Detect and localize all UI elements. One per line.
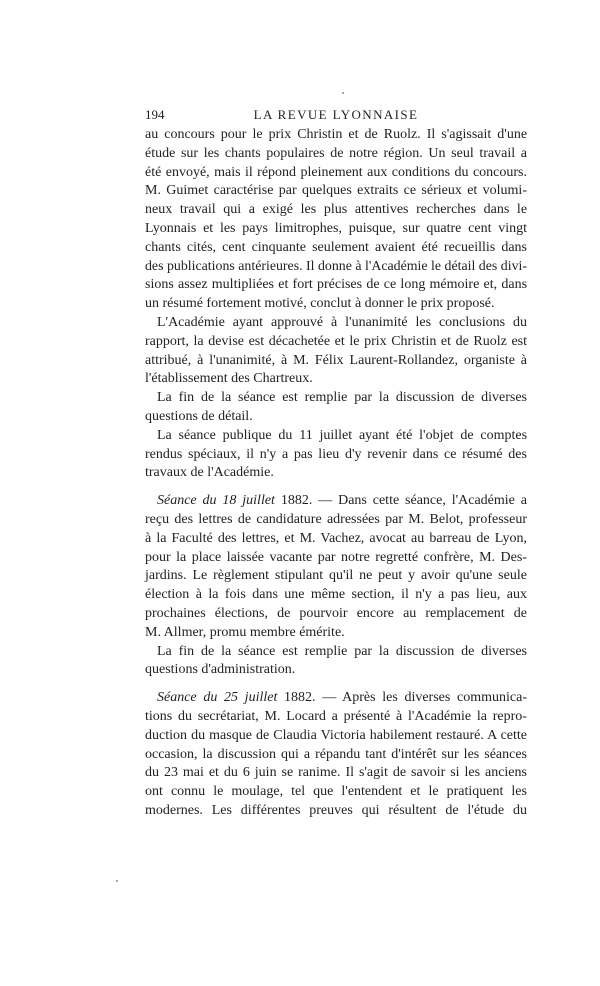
text-line-inner	[157, 689, 527, 708]
text-line-inner	[145, 220, 527, 239]
text-line	[145, 530, 527, 549]
text-line-inner	[145, 511, 527, 530]
text-line-inner	[145, 201, 527, 220]
text-line-content: Lyonnais et les pays limitrophes, puisque, sur quatre cent vingt	[145, 220, 527, 236]
text-line	[145, 689, 527, 708]
scan-speck	[116, 880, 118, 882]
text-line	[145, 126, 527, 145]
text-line-content: M. Allmer, promu membre émérite.	[145, 624, 345, 640]
text-line-content: été envoyé, mais il répond pleinement aux conditions du concours.	[145, 164, 527, 180]
text-line-inner	[145, 605, 527, 624]
text-line-inner	[145, 586, 527, 605]
text-line-content: 1882. — Dans cette séance, l'Académie a	[274, 493, 527, 509]
text-line	[145, 746, 527, 765]
text-line-inner	[145, 145, 527, 164]
text-line-inner	[145, 624, 345, 643]
text-line-content: l'établissement des Chartreux.	[145, 371, 313, 387]
page-header	[145, 106, 527, 124]
text-line-content: occasion, la discussion qui a répandu tant d'intérêt sur les séances	[145, 746, 528, 762]
text-line-inner	[145, 182, 527, 201]
text-line-inner	[145, 708, 527, 727]
text-block-seance-25-juillet	[145, 689, 527, 821]
text-line-inner	[145, 258, 527, 277]
text-line-inner	[145, 764, 527, 783]
text-line	[145, 295, 527, 314]
text-line-content: La séance publique du 11 juillet ayant été l'objet de comptes	[157, 427, 528, 443]
text-block-prize-report	[145, 126, 527, 483]
text-line-inner	[145, 549, 527, 568]
text-line-content: du 23 mai et du 6 juin se ranime. Il s'agit de savoir si les anciens	[145, 765, 527, 781]
text-line-content: modernes. Les différentes preuves qui résultent de l'étude du	[145, 802, 527, 818]
text-line-inner	[145, 370, 313, 389]
text-line-content: jardins. Le règlement stipulant qu'il ne peut y avoir qu'une seule	[145, 568, 527, 584]
text-line-content: un résumé fortement motivé, conclut à donner le prix proposé.	[145, 296, 495, 312]
text-line-content: sions assez multipliées et fort précises de ce long mémoire et, dans	[145, 277, 528, 293]
text-line-content: étude sur les chants populaires de notre région. Un seul travail a	[145, 145, 527, 161]
text-line-content: prochaines élections, de pourvoir encore au remplacement de	[145, 605, 527, 621]
text-line	[145, 182, 527, 201]
text-line	[145, 333, 527, 352]
text-line	[145, 567, 527, 586]
running-title: LA REVUE LYONNAISE	[253, 107, 419, 122]
text-line	[145, 164, 527, 183]
text-line-content: reçu des lettres de candidature adressées par M. Belot, professeur	[145, 511, 527, 527]
text-line	[145, 220, 527, 239]
text-line-content: M. Guimet caractérise par quelques extraits ce sérieux et volumi-	[145, 183, 527, 199]
text-line	[145, 239, 527, 258]
text-line-content: au concours pour le prix Christin et de Ruolz. Il s'agissait d'une	[145, 127, 528, 142]
text-line	[145, 408, 527, 427]
text-line-inner	[145, 164, 527, 183]
text-line-inner	[145, 295, 495, 314]
text-line	[145, 586, 527, 605]
text-line-content: neux travail qui a exigé les plus attentives recherches dans le	[145, 202, 528, 218]
text-line-content: attribué, à l'unanimité, à M. Félix Laurent-Rollandez, organiste à	[145, 352, 528, 368]
text-line	[145, 492, 527, 511]
text-line	[145, 389, 527, 408]
text-line-inner	[145, 333, 527, 352]
text-line-content: La fin de la séance est remplie par la discussion de diverses	[157, 643, 528, 659]
text-line-content: rendus spéciaux, il n'y a pas lieu d'y revenir dans ce résumé des	[145, 446, 527, 462]
text-line-inner	[157, 427, 527, 446]
text-line-inner	[145, 239, 527, 258]
text-line-content: à la Faculté des lettres, et M. Vachez, avocat au barreau de Lyon,	[145, 530, 528, 546]
text-line	[145, 802, 527, 821]
text-line-content: travaux de l'Académie.	[145, 465, 274, 481]
text-line-content: L'Académie ayant approuvé à l'unanimité les conclusions du	[157, 314, 528, 330]
text-line-inner	[145, 567, 527, 586]
text-line-inner	[145, 408, 253, 427]
text-line-inner	[145, 727, 527, 746]
text-line-content: duction du masque de Claudia Victoria habilement restauré. A cette	[145, 727, 528, 743]
session-date-italic: Séance du 18 juillet	[157, 493, 275, 509]
text-line-content: des publications antérieures. Il donne à l'Académie le détail des divi-	[145, 258, 527, 274]
text-line-inner	[145, 276, 527, 295]
text-line	[145, 370, 527, 389]
text-line	[145, 708, 527, 727]
text-line	[145, 511, 527, 530]
text-line	[145, 427, 527, 446]
text-line-inner	[157, 389, 527, 408]
page-body	[145, 126, 527, 821]
text-line	[145, 276, 527, 295]
text-line	[145, 624, 527, 643]
text-line-inner	[145, 126, 527, 145]
text-line	[145, 661, 527, 680]
text-line	[145, 643, 527, 662]
page-number: 194	[145, 107, 165, 122]
text-line-content: questions d'administration.	[145, 662, 296, 678]
text-line-inner	[157, 643, 527, 662]
text-line	[145, 764, 527, 783]
text-line-inner	[145, 802, 527, 821]
text-line-inner	[145, 352, 527, 371]
text-line-content: élection à la fois dans une même section, il n'y a pas lieu, aux	[145, 587, 527, 603]
text-line-inner	[157, 314, 527, 333]
text-line	[145, 201, 527, 220]
text-line-content: 1882. — Après les diverses communica-	[277, 690, 527, 706]
text-line-content: rapport, la devise est décachetée et le prix Christin et de Ruolz est	[145, 333, 528, 349]
text-line	[145, 727, 527, 746]
text-line-inner	[145, 661, 295, 680]
session-date-italic: Séance du 25 juillet	[157, 690, 278, 706]
text-line-inner	[145, 464, 274, 483]
text-line	[145, 549, 527, 568]
text-line	[145, 464, 527, 483]
text-line-inner	[145, 746, 527, 765]
text-line-content: pour la place laissée vacante par notre regretté confrère, M. Des-	[145, 549, 527, 565]
text-line-content: questions de détail.	[145, 408, 253, 424]
text-line	[145, 314, 527, 333]
text-line	[145, 145, 527, 164]
text-block-seance-18-juillet	[145, 492, 527, 680]
text-line-inner	[145, 530, 527, 549]
text-line-inner	[157, 492, 527, 511]
scan-speck	[342, 92, 344, 94]
text-line-inner	[145, 446, 527, 465]
text-line	[145, 605, 527, 624]
text-line-content: La fin de la séance est remplie par la discussion de diverses	[157, 390, 528, 406]
text-line	[145, 446, 527, 465]
text-line	[145, 258, 527, 277]
text-line-content: chants cités, cent cinquante seulement avaient été recueillis dans	[145, 239, 528, 255]
text-line-inner	[145, 783, 527, 802]
text-line-content: tions du secrétariat, M. Locard a présenté à l'Académie la repro-	[145, 708, 527, 724]
text-line	[145, 783, 527, 802]
text-line	[145, 352, 527, 371]
text-line-content: ont connu le moulage, tel que l'entendent et le pratiquent les	[145, 784, 527, 800]
